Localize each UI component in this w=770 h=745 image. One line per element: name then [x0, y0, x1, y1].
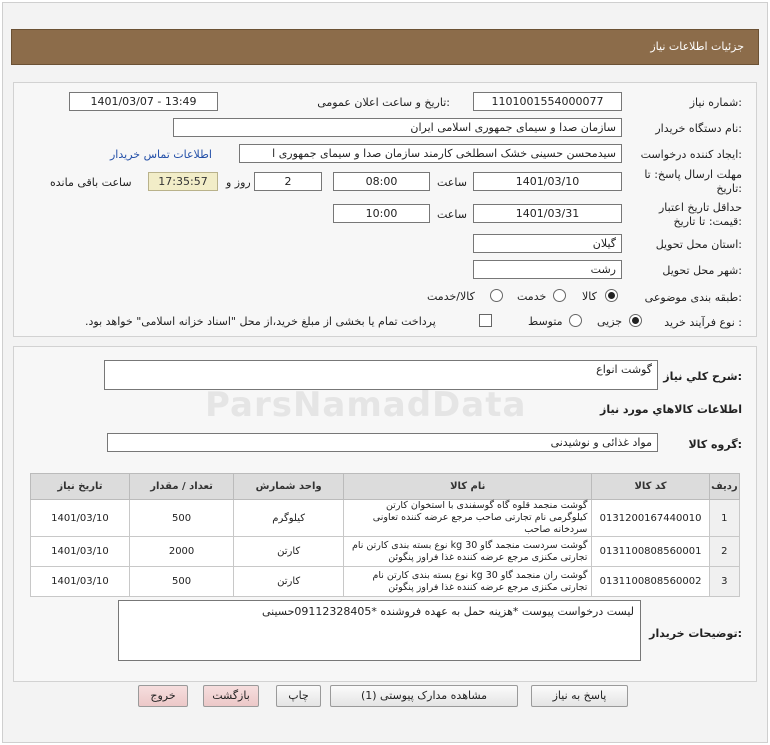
header-need-date: تاریخ نیاز	[31, 474, 130, 500]
header-unit: واحد شمارش	[234, 474, 344, 500]
row-unit: کارتن	[234, 567, 344, 597]
row-number: 1	[709, 500, 739, 537]
row-item-code: 0131100808560001	[592, 537, 709, 567]
buyer-org-label: نام دستگاه خریدار:	[655, 122, 742, 135]
announce-date-field: 1401/03/07 - 13:49	[69, 92, 218, 111]
header-row: ردیف	[709, 474, 739, 500]
table-row	[31, 537, 740, 567]
row-quantity: 500	[129, 500, 233, 537]
validity-time-label: ساعت	[437, 208, 467, 221]
validity-time-field: 10:00	[333, 204, 430, 223]
province-label: استان محل تحویل:	[655, 238, 742, 251]
buyer-notes-label: توضیحات خریدار:	[649, 627, 742, 640]
days-label: روز و	[226, 176, 251, 189]
contact-info-link[interactable]: اطلاعات تماس خریدار	[110, 148, 212, 161]
row-quantity: 2000	[129, 537, 233, 567]
city-label: شهر محل تحویل:	[662, 264, 742, 277]
buyer-org-field: سازمان صدا و سیمای جمهوری اسلامی ایران	[173, 118, 622, 137]
category-option-goods-service: کالا/خدمت	[427, 290, 475, 303]
deadline-time-field: 08:00	[333, 172, 430, 191]
process-option-minor: جزیی	[597, 315, 623, 328]
category-radio-goods-service[interactable]	[490, 289, 503, 302]
row-number: 2	[709, 537, 739, 567]
page-header	[11, 29, 759, 65]
row-unit: کیلوگرم	[234, 500, 344, 537]
row-unit: کارتن	[234, 537, 344, 567]
page-title: جزئیات اطلاعات نیاز	[650, 40, 744, 53]
row-item-name: گوشت ران منجمد گاو 30 kg نوع بسته بندی کارتن نام تجارتی مکنزی مرجع عرضه کننده غذا فراوز پنگوئن	[344, 567, 592, 597]
category-radio-goods[interactable]	[605, 289, 618, 302]
deadline-date-field: 1401/03/10	[473, 172, 622, 191]
days-field: 2	[254, 172, 322, 191]
validity-date-field: 1401/03/31	[473, 204, 622, 223]
process-radio-minor[interactable]	[629, 314, 642, 327]
row-item-name: گوشت سردست منجمد گاو 30 kg نوع بسته بندی کارتن نام تجارتی مکنزی مرجع عرضه کننده غذا فراوز پنگوئن	[344, 537, 592, 567]
treasury-payment-note: پرداخت تمام یا بخشی از مبلغ خرید،از محل "اسناد خزانه اسلامی" خواهد بود.	[85, 315, 436, 328]
back-button[interactable]: بازگشت	[203, 685, 259, 707]
row-item-code: 0131100808560002	[592, 567, 709, 597]
summary-field: گوشت انواع	[104, 360, 658, 390]
validity-label: حداقل تاریخ اعتبار قیمت: تا تاریخ:	[658, 201, 742, 228]
row-quantity: 500	[129, 567, 233, 597]
row-need-date: 1401/03/10	[31, 567, 130, 597]
row-number: 3	[709, 567, 739, 597]
requester-field: سیدمحسن حسینی خشک اسطلخی کارمند سازمان صدا و سیمای جمهوری ا	[239, 144, 622, 163]
category-option-goods: کالا	[582, 290, 597, 303]
need-number-label: شماره نیاز:	[689, 96, 742, 109]
treasury-payment-checkbox[interactable]	[479, 314, 492, 327]
requester-label: ایجاد کننده درخواست:	[640, 148, 742, 161]
process-label: نوع فرآیند خرید :	[664, 316, 742, 329]
deadline-time-label: ساعت	[437, 176, 467, 189]
row-item-code: 0131200167440010	[592, 500, 709, 537]
process-radio-medium[interactable]	[569, 314, 582, 327]
need-number-field: 1101001554000077	[473, 92, 622, 111]
print-button[interactable]: چاپ	[276, 685, 321, 707]
table-row	[31, 567, 740, 597]
header-item-name: نام کالا	[344, 474, 592, 500]
goods-group-label: گروه کالا:	[688, 438, 742, 451]
category-option-service: خدمت	[517, 290, 547, 303]
remaining-time-label: ساعت باقی مانده	[50, 176, 132, 189]
category-label: طبقه بندی موضوعی:	[644, 291, 742, 304]
deadline-label: مهلت ارسال پاسخ: تا تاریخ:	[644, 168, 742, 195]
announce-date-label: تاریخ و ساعت اعلان عمومی:	[317, 96, 450, 109]
goods-group-field: مواد غذائی و نوشیدنی	[107, 433, 658, 452]
attachments-button[interactable]: مشاهده مدارک پیوستی (1)	[330, 685, 518, 707]
category-radio-service[interactable]	[553, 289, 566, 302]
goods-table	[30, 473, 740, 597]
process-option-medium: متوسط	[528, 315, 563, 328]
goods-info-title: اطلاعات کالاهاي مورد نياز	[600, 403, 742, 416]
exit-button[interactable]: خروج	[138, 685, 188, 707]
header-quantity: تعداد / مقدار	[129, 474, 233, 500]
buyer-notes-field: لیست درخواست پیوست *هزینه حمل به عهده فروشنده *09112328405حسینی	[118, 600, 641, 661]
row-need-date: 1401/03/10	[31, 537, 130, 567]
goods-table-header	[31, 474, 740, 500]
row-need-date: 1401/03/10	[31, 500, 130, 537]
table-row	[31, 500, 740, 537]
reply-button[interactable]: پاسخ به نیاز	[531, 685, 628, 707]
summary-label: شرح کلي نياز:	[663, 370, 742, 383]
row-item-name: گوشت منجمد قلوه گاه گوسفندی با استخوان کارتن کیلوگرمی نام تجارتی صاحب مرجع عرضه کننده تعاونی سردخانه صاحب	[344, 500, 592, 537]
remaining-time-field: 17:35:57	[148, 172, 218, 191]
header-item-code: کد کالا	[592, 474, 709, 500]
city-field: رشت	[473, 260, 622, 279]
province-field: گیلان	[473, 234, 622, 253]
